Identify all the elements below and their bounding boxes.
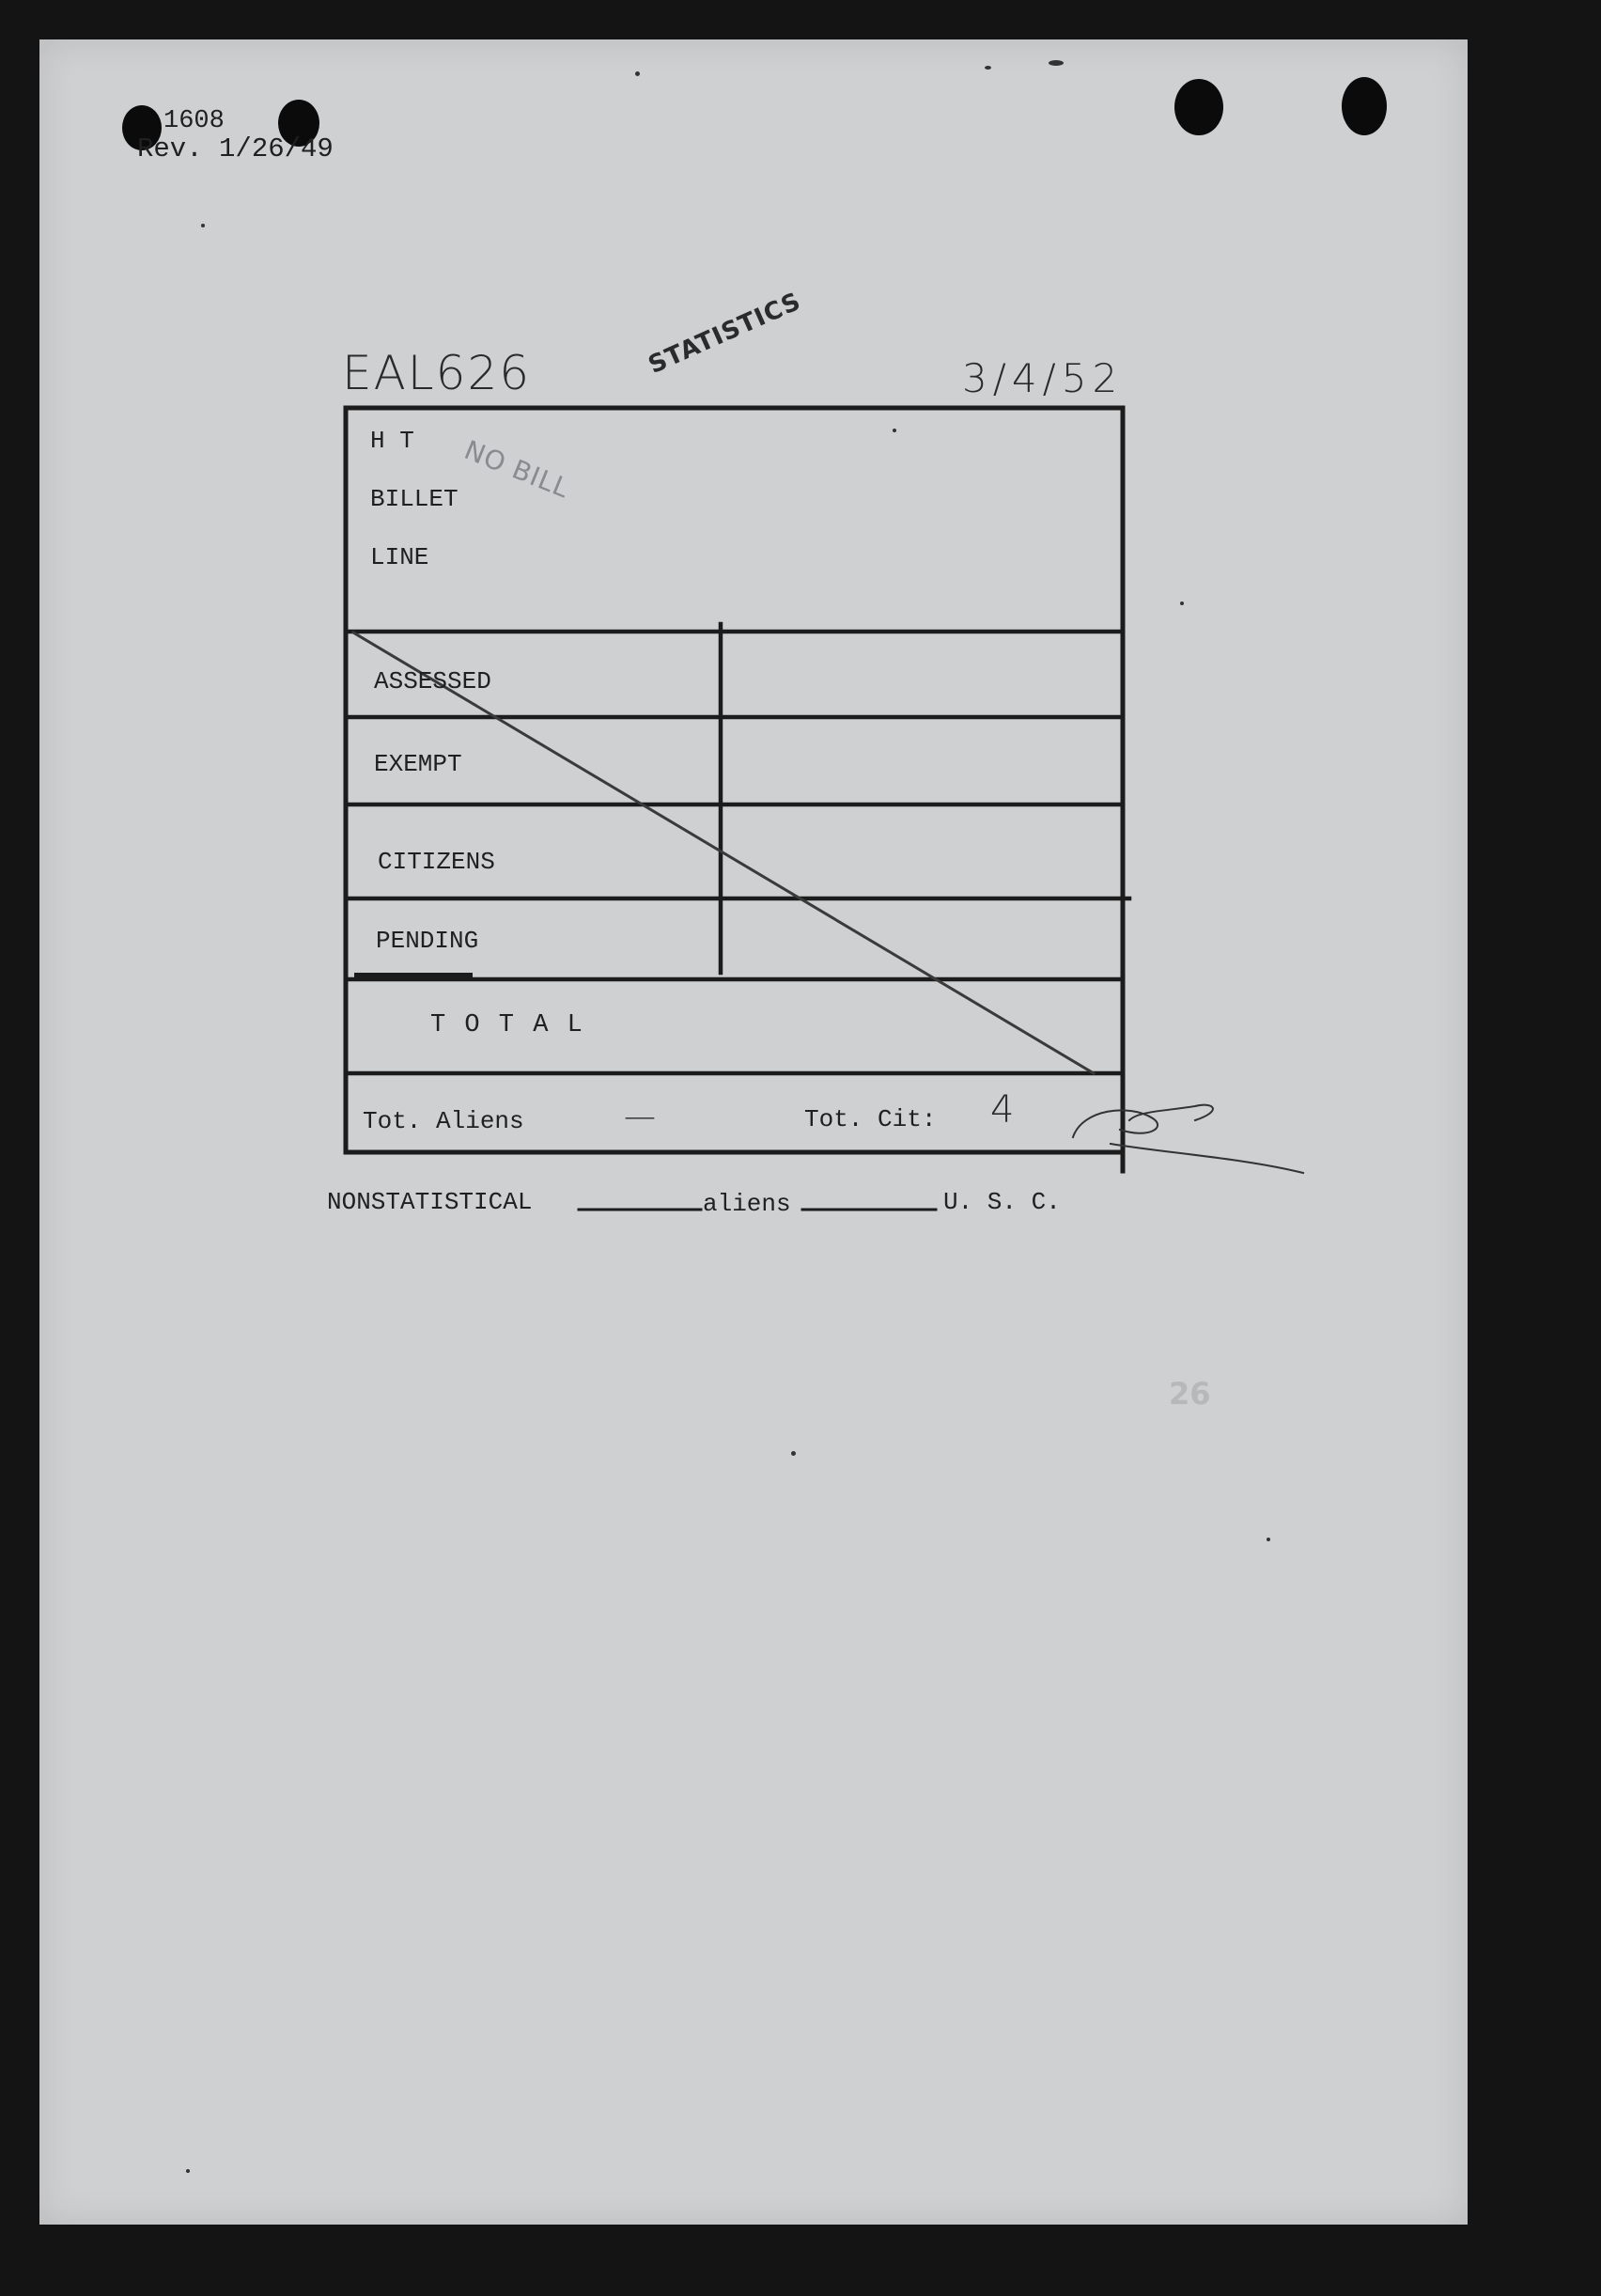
paper-speck	[201, 224, 205, 227]
faint-page-number: 26	[1169, 1376, 1211, 1412]
tot-aliens-label: Tot. Aliens	[363, 1107, 524, 1135]
handwritten-code: EAL626	[342, 346, 532, 400]
paper-speck	[1267, 1538, 1270, 1541]
form-number: 1608	[163, 107, 225, 135]
paper-speck	[791, 1451, 796, 1456]
row-assessed: ASSESSED	[374, 667, 491, 695]
form-grid	[39, 39, 1468, 2225]
row-pending: PENDING	[376, 927, 479, 955]
nonstatistical-label: NONSTATISTICAL	[327, 1188, 533, 1216]
paper-speck	[1180, 601, 1184, 605]
aliens-label: aliens	[703, 1190, 791, 1218]
handwritten-date: 3/4/52	[962, 355, 1124, 401]
label-line: LINE	[370, 543, 429, 571]
paper-speck	[635, 71, 640, 76]
paper-speck	[985, 66, 991, 70]
statistics-stamp: STATISTICS	[644, 287, 806, 380]
row-exempt: EXEMPT	[374, 750, 462, 778]
no-bill-stamp: NO BILL	[459, 434, 575, 505]
total-label: T O T A L	[430, 1011, 584, 1039]
paper-speck	[186, 2169, 190, 2173]
paper-speck	[893, 429, 896, 432]
tot-cit-label: Tot. Cit:	[804, 1105, 937, 1133]
tot-aliens-value: —	[624, 1098, 656, 1135]
document-page	[39, 39, 1468, 2225]
label-ht: H T	[370, 427, 414, 455]
row-citizens: CITIZENS	[378, 848, 495, 876]
label-billet: BILLET	[370, 485, 459, 513]
paper-speck	[1049, 60, 1064, 66]
usc-label: U. S. C.	[943, 1188, 1061, 1216]
tot-cit-value: 4	[990, 1088, 1015, 1132]
form-revision: Rev. 1/26/49	[137, 133, 334, 164]
